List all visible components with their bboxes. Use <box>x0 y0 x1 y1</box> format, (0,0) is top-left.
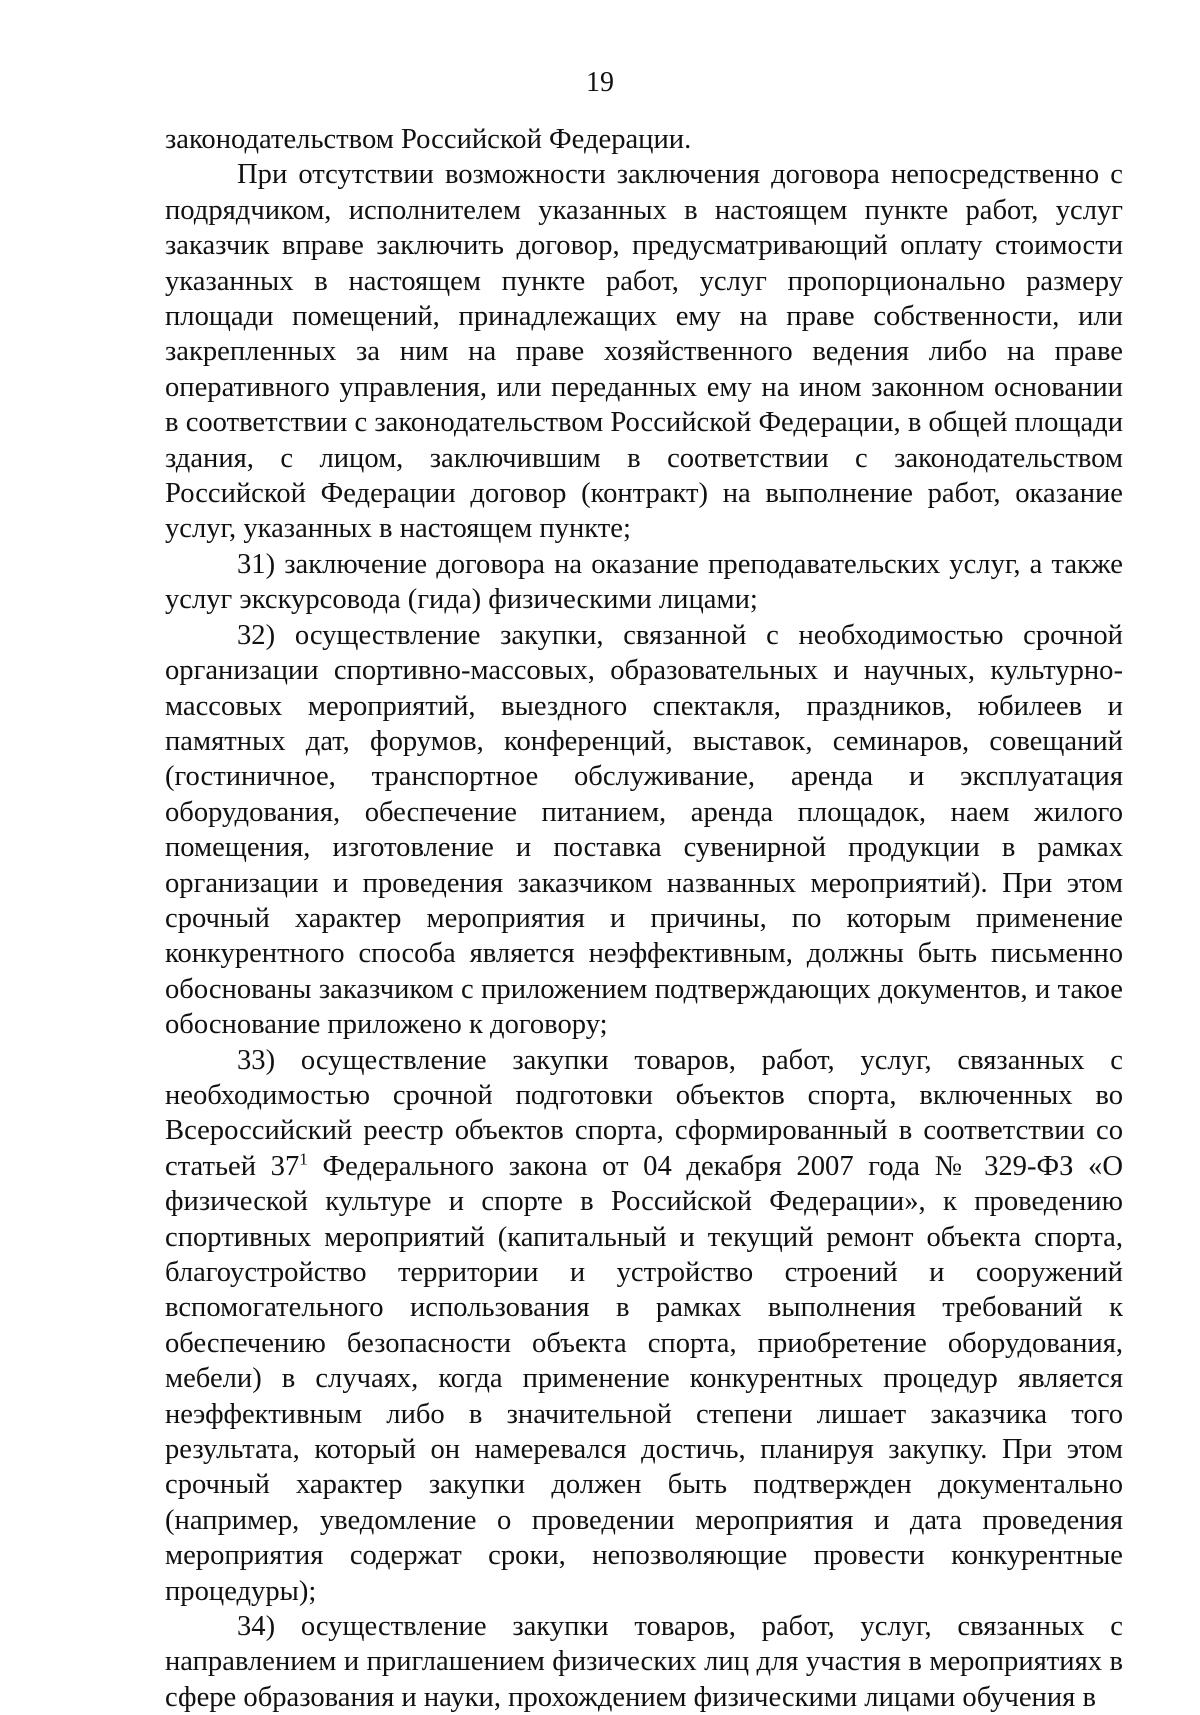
paragraph-contract-alternative: При отсутствии возможности заключения договора непосредственно с подрядчиком, исполнителем указанных в настоящем пункте работ, услуг заказчик вправе заключить договор, предусматривающий оплату стоимости указанных в настоящем пункте работ, услуг пропорционально размеру площади помещений, принадлежащих ему на праве собственности, или закрепленных за ним на праве хозяйственного ведения либо на праве оперативного управления, или переданных ему на ином законном основании в соответствии с законодательством Российской Федерации, в общей площади здания, с лицом, заключившим в соответствии с законодательством Российской Федерации договор (контракт) на выполнение работ, оказание услуг, указанных в настоящем пункте; <box>165 159 1123 545</box>
paragraph-item-34: 34) осуществление закупки товаров, работ, услуг, связанных с направлением и приглашением физических лиц для участия в мероприятиях в сфере образования и науки, прохождением физическими лицами обучения в <box>165 1611 1123 1713</box>
paragraph-item-32: 32) осуществление закупки, связанной с необходимостью срочной организации спортивно-массовых, образовательных и научных, культурно-массовых мероприятий, выездного спектакля, праздников, юбилеев и памятных дат, форумов, конференций, выставок, семинаров, совещаний (гостиничное, транспортное обслуживание, аренда и эксплуатация оборудования, обеспечение питанием, аренда площадок, наем жилого помещения, изготовление и поставка сувенирной продукции в рамках организации и проведения заказчиком названных мероприятий). При этом срочный характер мероприятия и причины, по которым применение конкурентного способа является неэффективным, должны быть письменно обоснованы заказчиком с приложением подтверждающих документов, и такое обоснование приложено к договору; <box>165 619 1123 1041</box>
paragraph-item-31: 31) заключение договора на оказание преподавательских услуг, а также услуг экскурсовода (гида) физическими лицами; <box>165 548 1123 616</box>
paragraph-continuation: законодательством Российской Федерации. <box>165 124 692 155</box>
item-33-text-part-2: Федерального закона от 04 декабря 2007 года № 329-ФЗ «О физической культуре и спорте в Российской Федерации», к проведению спортивных мероприятий (капитальный и текущий ремонт объекта спорта, благоустройство территории и устройство строений и сооружений вспомогательного использования в рамках выполнения требований к обеспечению безопасности объекта спорта, приобретение оборудования, мебели) в случаях, когда применение конкурентных процедур является неэффективным либо в значительной степени лишает заказчика того результата, который он намеревался достичь, планируя закупку. При этом срочный характер закупки должен быть подтвержден документально (например, уведомление о проведении мероприятия и дата проведения мероприятия содержат сроки, непозволяющие провести конкурентные процедуры); <box>165 1150 1123 1607</box>
page-number: 19 <box>586 67 614 98</box>
article-superscript: 1 <box>299 1149 308 1169</box>
document-body <box>165 122 1123 1715</box>
paragraph-item-33 <box>165 1043 1123 1610</box>
item-33-text-part-1: 33) осуществление закупки товаров, работ, услуг, связанных с необходимостью срочной подготовки объектов спорта, включенных во Всероссийский реестр объектов спорта, сформированный в соответствии со статьей 37 <box>165 1044 1123 1182</box>
